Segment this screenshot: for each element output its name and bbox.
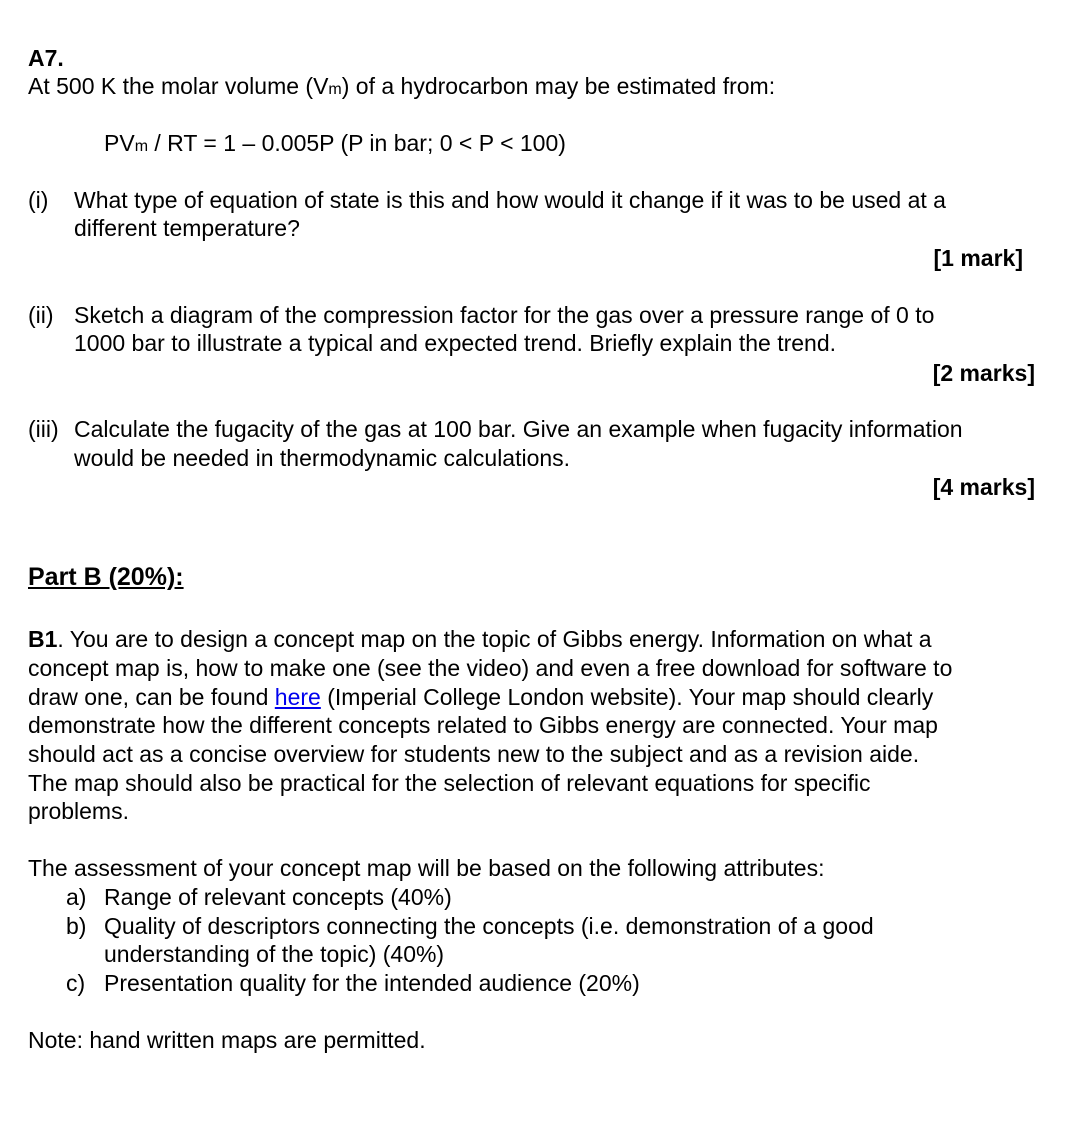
a7-equation <box>104 130 566 158</box>
b1-line2: concept map is, how to make one (see the video) and even a free download for software to <box>28 655 953 681</box>
question-ii-line1: Sketch a diagram of the compression factor for the gas over a pressure range of 0 to <box>74 302 935 328</box>
b1-line4: demonstrate how the different concepts related to Gibbs energy are connected. Your map <box>28 712 938 738</box>
a7-intro-prefix: At 500 K the molar volume (V <box>28 73 329 99</box>
criterion-c-text: Presentation quality for the intended audience (20%) <box>104 970 640 996</box>
equation-suffix: / RT = 1 – 0.005P (P in bar; 0 < P < 100) <box>148 130 566 156</box>
question-label-ii: (ii) <box>28 302 54 328</box>
b1-line1-text: . You are to design a concept map on the topic of Gibbs energy. Information on what a <box>57 626 932 652</box>
b1-line3-suffix: (Imperial College London website). Your map should clearly <box>320 684 934 710</box>
b1-line1 <box>28 626 932 654</box>
b1-line7: problems. <box>28 798 129 824</box>
question-i-line2: different temperature? <box>74 215 300 241</box>
a7-intro-suffix: ) of a hydrocarbon may be estimated from: <box>341 73 776 99</box>
question-heading-a7: A7. <box>28 45 64 71</box>
equation-prefix: PV <box>104 130 135 156</box>
criterion-b-line1: Quality of descriptors connecting the concepts (i.e. demonstration of a good <box>104 913 874 939</box>
equation-subscript: m <box>134 138 149 155</box>
question-iii-marks: [4 marks] <box>932 474 1035 500</box>
criterion-label-c: c) <box>66 970 86 996</box>
question-label-iii: (iii) <box>28 416 59 442</box>
assessment-intro: The assessment of your concept map will be based on the following attributes: <box>28 855 825 881</box>
question-iii-line1: Calculate the fugacity of the gas at 100 bar. Give an example when fugacity information <box>74 416 963 442</box>
here-link[interactable]: here <box>274 684 321 710</box>
criterion-b-line2: understanding of the topic) (40%) <box>104 941 445 967</box>
b1-line3-prefix: draw one, can be found <box>28 684 275 710</box>
note-text: Note: hand written maps are permitted. <box>28 1027 426 1053</box>
question-i-marks: [1 mark] <box>933 245 1023 271</box>
question-ii-marks: [2 marks] <box>932 360 1035 386</box>
question-i-line1: What type of equation of state is this and how would it change if it was to be used at a <box>74 187 946 213</box>
question-label-i: (i) <box>28 187 49 213</box>
b1-line6: The map should also be practical for the selection of relevant equations for specific <box>28 770 871 796</box>
criterion-label-b: b) <box>66 913 87 939</box>
criterion-label-a: a) <box>66 884 87 910</box>
a7-intro <box>28 73 775 101</box>
b1-line3 <box>28 684 933 712</box>
question-iii-line2: would be needed in thermodynamic calculations. <box>74 445 571 471</box>
a7-intro-subscript: m <box>328 81 342 98</box>
b1-line5: should act as a concise overview for students new to the subject and as a revision aide. <box>28 741 920 767</box>
part-b-heading: Part B (20%): <box>28 563 184 591</box>
question-ii-line2: 1000 bar to illustrate a typical and expected trend. Briefly explain the trend. <box>74 330 837 356</box>
b1-label: B1 <box>28 626 58 652</box>
criterion-a-text: Range of relevant concepts (40%) <box>104 884 452 910</box>
